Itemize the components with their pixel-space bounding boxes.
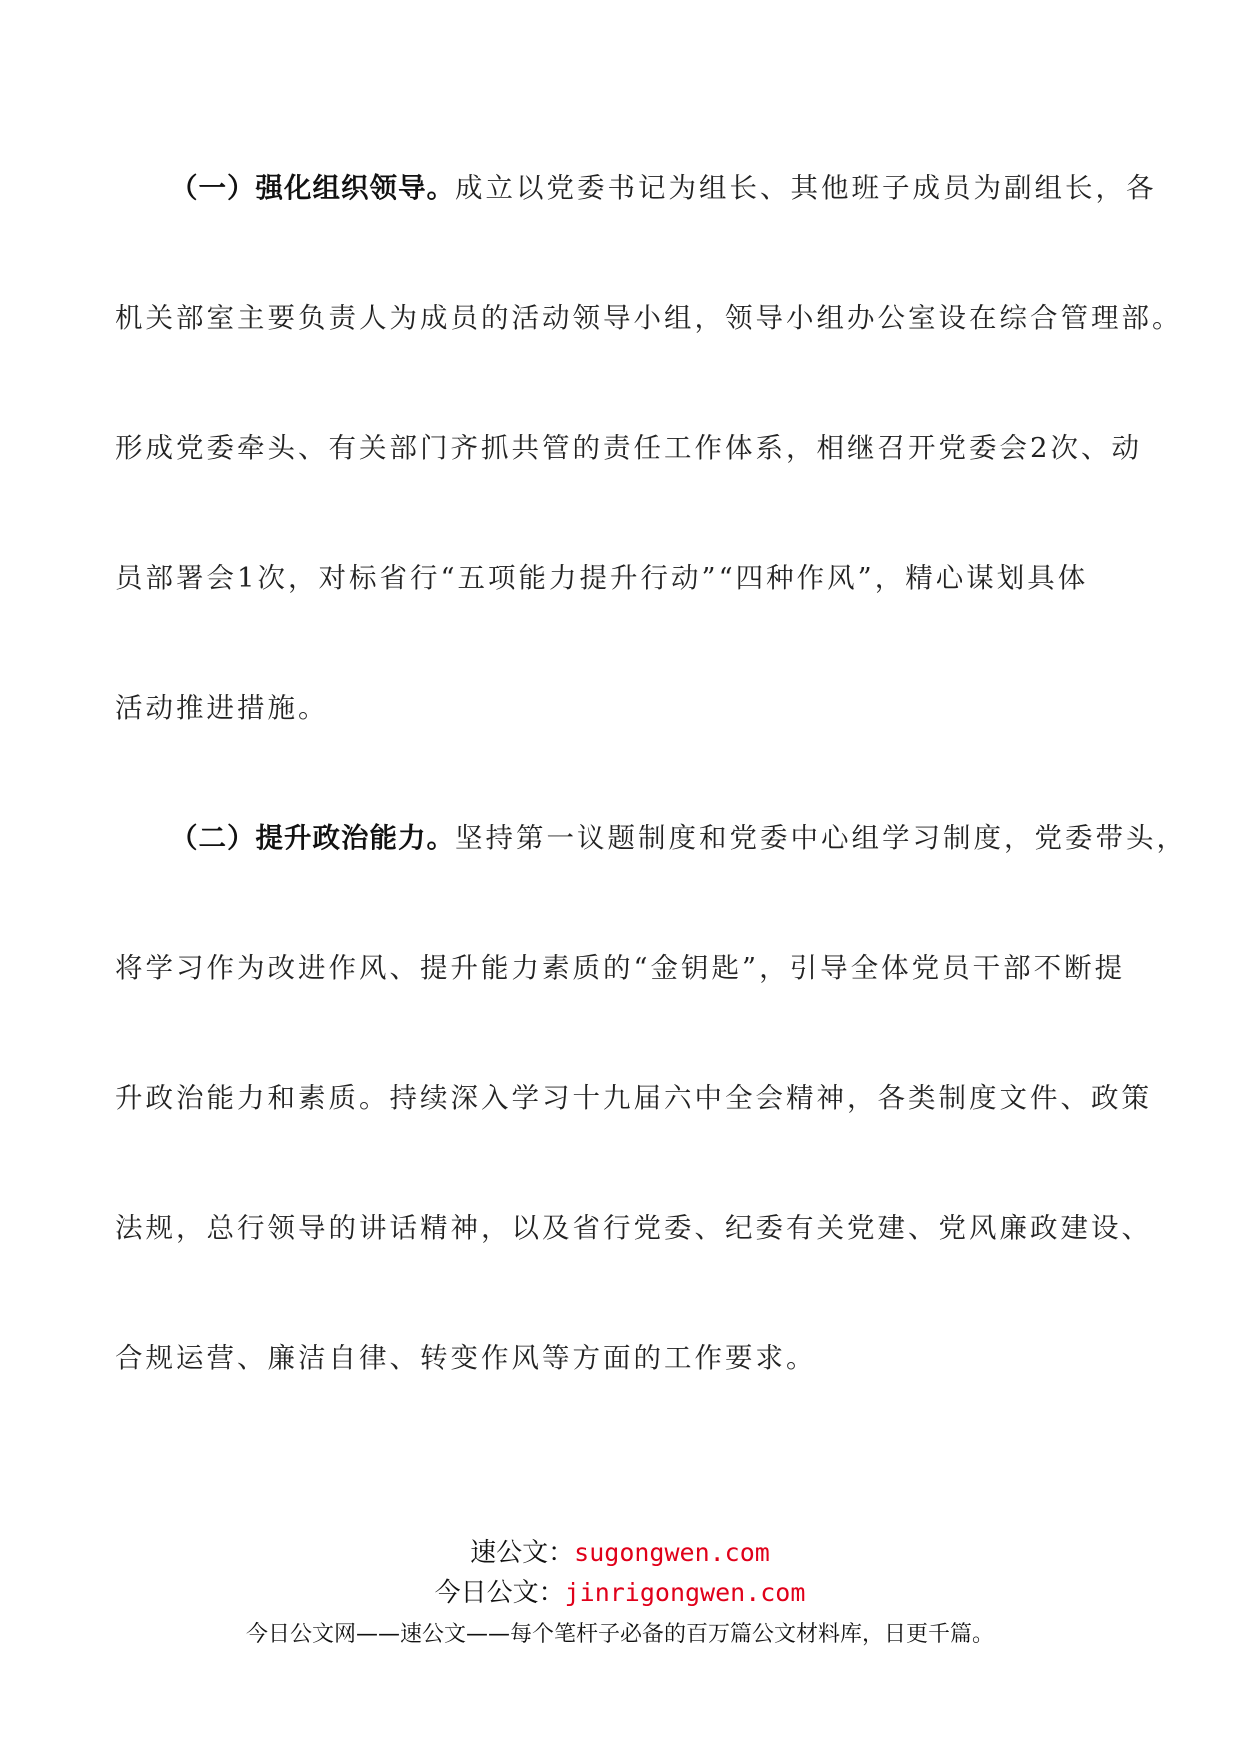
footer-label-1: 速公文： (470, 1538, 575, 1568)
paragraph-2-line-4: 法规，总行领导的讲话精神，以及省行党委、纪委有关党建、党风廉政建设、 (115, 1212, 1152, 1244)
paragraph-1-line-2: 机关部室主要负责人为成员的活动领导小组，领导小组办公室设在综合管理部。 (115, 302, 1183, 334)
footer-label-2: 今日公文： (434, 1578, 565, 1608)
paragraph-text: 成立以党委书记为组长、其他班子成员为副组长，各 (455, 172, 1157, 204)
paragraph-2-line-2: 将学习作为改进作风、提升能力素质的“金钥匙”，引导全体党员干部不断提 (115, 952, 1126, 984)
footer-slogan: 今日公文网——速公文——每个笔杆子必备的百万篇公文材料库，日更千篇。 (245, 1622, 994, 1647)
footer-line-1 (0, 1532, 1240, 1569)
document-body (115, 168, 1187, 1468)
paragraph-1-line-3: 形成党委牵头、有关部门齐抓共管的责任工作体系，相继召开党委会2次、动 (115, 432, 1142, 464)
paragraph-2-line-5: 合规运营、廉洁自律、转变作风等方面的工作要求。 (115, 1342, 817, 1374)
footer-link-sugongwen[interactable]: sugongwen.com (574, 1538, 770, 1567)
paragraph-1-line-1 (115, 168, 1157, 298)
footer-line-2 (0, 1572, 1240, 1609)
section-heading-2: （二）提升政治能力。 (170, 822, 455, 854)
paragraph-2-line-3: 升政治能力和素质。持续深入学习十九届六中全会精神，各类制度文件、政策 (115, 1082, 1152, 1114)
paragraph-1-line-4: 员部署会1次，对标省行“五项能力提升行动”“四种作风”，精心谋划具体 (115, 562, 1089, 594)
footer-link-jinrigongwen[interactable]: jinrigongwen.com (564, 1578, 806, 1607)
section-heading-1: （一）强化组织领导。 (170, 172, 455, 204)
paragraph-2-line-1 (115, 818, 1187, 948)
paragraph-1-line-5: 活动推进措施。 (115, 692, 329, 724)
paragraph-text: 坚持第一议题制度和党委中心组学习制度，党委带头， (455, 822, 1187, 854)
